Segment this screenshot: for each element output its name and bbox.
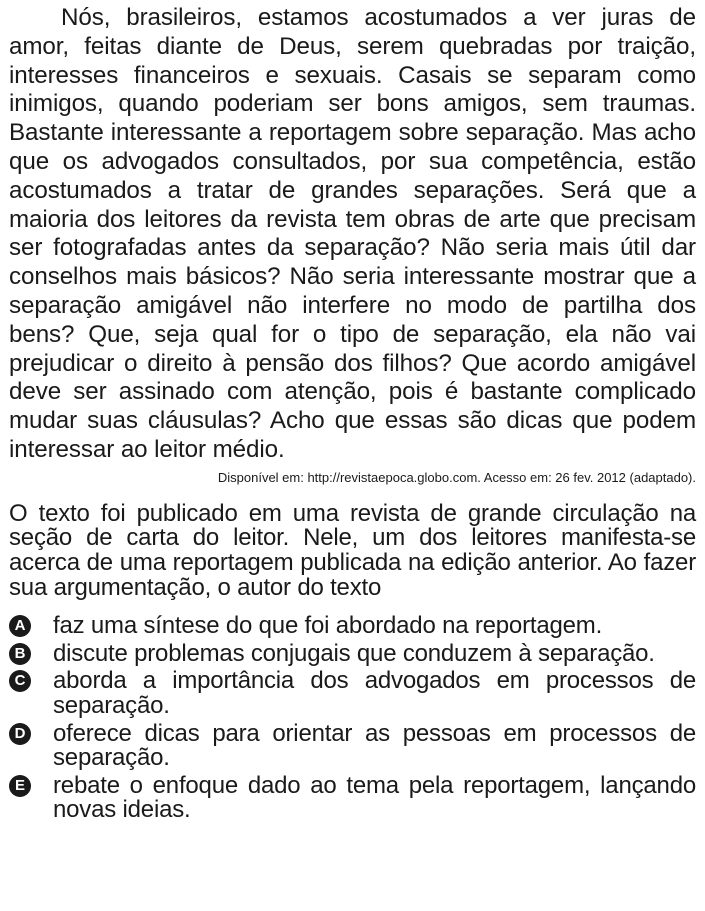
option-a-text: faz uma síntese do que foi abordado na reportagem. [53,612,603,640]
option-e-text: rebate o enfoque dado ao tema pela reportagem, lançando novas ideias. [53,771,696,824]
option-d-letter: D [9,723,31,745]
option-c-text: aborda a importância dos advogados em processos de separação. [53,667,696,719]
option-b-text: discute problemas conjugais que conduzem à separação. [53,639,655,667]
option-d[interactable] [9,719,696,772]
source-citation: Disponível em: http://revistaepoca.globo.com. Acesso em: 26 fev. 2012 (adaptado). [217,469,696,485]
option-a[interactable] [9,614,696,639]
question-stem: O texto foi publicado em uma revista de grande circulação na seção de carta do leitor. Nele, um dos leitores manifesta-se acerca de uma reportagem publicada na edição anterior. Ao fazer sua argumentação, o autor do texto [9,499,696,601]
option-b[interactable] [9,639,696,667]
answer-options [9,614,696,823]
option-c[interactable] [9,669,696,718]
option-d-text: oferece dicas para orientar as pessoas em processos de separação. [53,719,696,772]
option-e[interactable] [9,771,696,824]
option-e-letter: E [9,775,31,797]
reader-letter-passage: Nós, brasileiros, estamos acostumados a ver juras de amor, feitas diante de Deus, serem quebradas por traição, interesses financeiros e sexuais. Casais se separam como inimigos, quando poderiam ser bons amigos, sem traumas. Bastante interessante a reportagem sobre separação. Mas acho que os advogados consultados, por sua competência, estão acostumados a tratar de grandes separações. Será que a maioria dos leitores da revista tem obras de arte que precisam ser fotografadas antes da separação? Não seria mais útil dar conselhos mais básicos? Não seria interessante mostrar que a separação amigável não interfere no modo de partilha dos bens? Que, seja qual for o tipo de separação, ela não vai prejudicar o direito à pensão dos filhos? Que acordo amigável deve ser assinado com atenção, pois é bastante complicado mudar suas cláusulas? Acho que essas são dicas que podem interessar ao leitor médio. [9,4,696,463]
option-b-letter: B [9,643,31,665]
option-c-letter: C [9,670,31,692]
option-a-letter: A [9,615,31,637]
